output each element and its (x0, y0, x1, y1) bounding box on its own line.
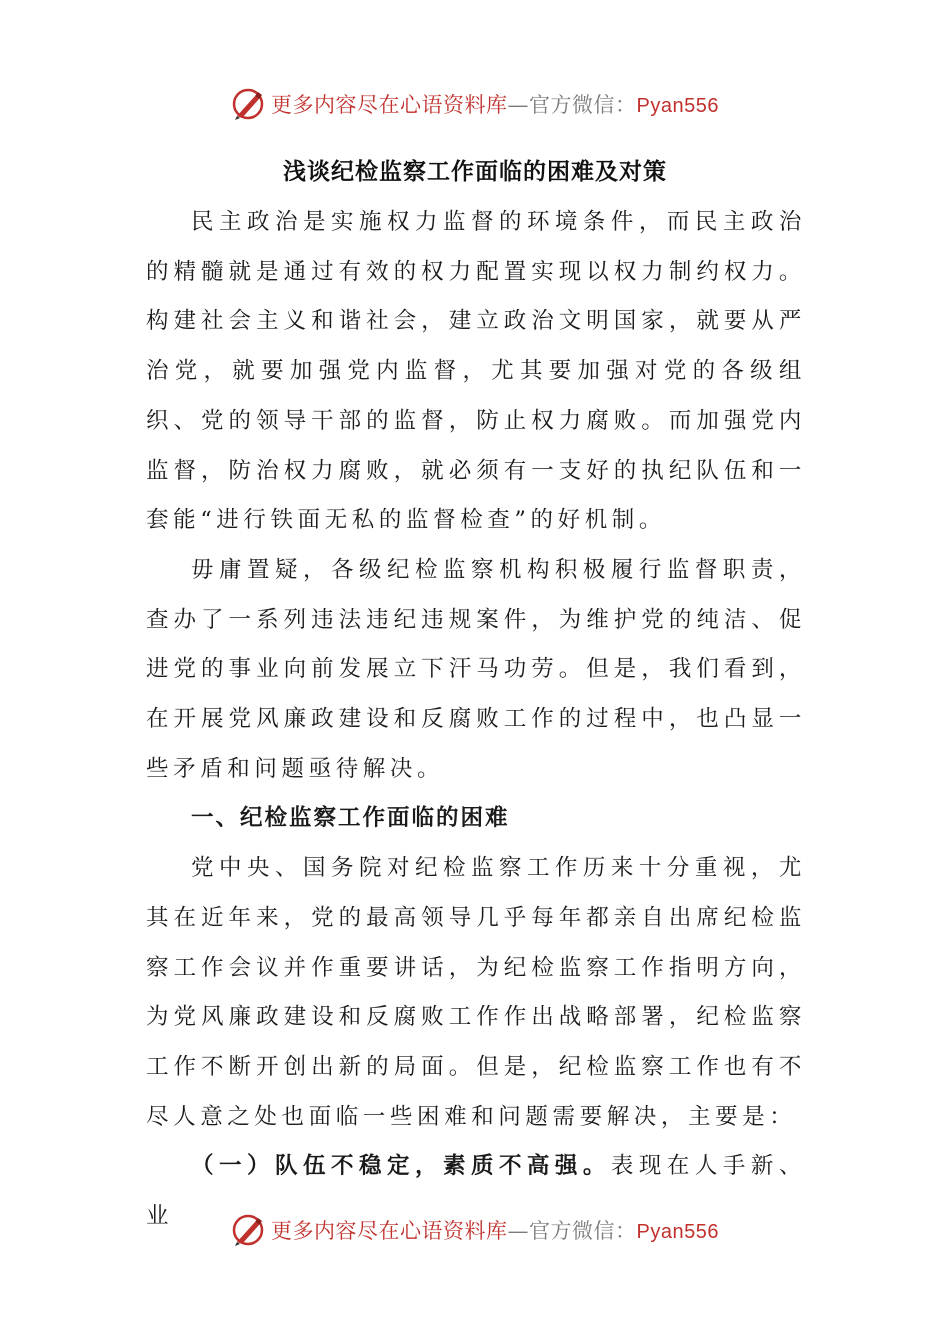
watermark-footer (0, 1210, 950, 1250)
watermark-dash: — (507, 1219, 530, 1243)
watermark-wechat-label: 官方微信： (529, 1219, 637, 1243)
subsection-text: 表现在人手新、业 (146, 1153, 806, 1230)
document-title: 浅谈纪检监察工作面临的困难及对策 (283, 158, 667, 185)
subsection-lead: （一）队伍不稳定，素质不高强。 (191, 1153, 611, 1180)
watermark-brand: 更多内容尽在心语资料库 (271, 1219, 508, 1243)
paragraph-intro: 民主政治是实施权力监督的环境条件，而民主政治的精髓就是通过有效的权力配置实现以权力制约权力。构建社会主义和谐社会，建立政治文明国家，就要从严治党，就要加强党内监督，尤其要加强对党的各级组织、党的领导干部的监督，防止权力腐败。而加强党内监督，防治权力腐败，就必须有一支好的执纪队伍和一套能“进行铁面无私的监督检查”的好机制。 (146, 209, 806, 534)
watermark-brand: 更多内容尽在心语资料库 (271, 93, 508, 117)
watermark-wechat-id: Pyan556 (636, 1221, 719, 1243)
watermark-dash: — (507, 93, 530, 117)
watermark-text (271, 1215, 719, 1245)
paragraph-background: 毋庸置疑，各级纪检监察机构积极履行监督职责，查办了一系列违法违纪违规案件，为维护党的纯洁、促进党的事业向前发展立下汗马功劳。但是，我们看到，在开展党风廉政建设和反腐败工作的过程中，也凸显一些矛盾和问题亟待解决。 (146, 556, 806, 782)
document-body (146, 198, 806, 1242)
paragraph-section1: 党中央、国务院对纪检监察工作历来十分重视，尤其在近年来，党的最高领导几乎每年都亲自出席纪检监察工作会议并作重要讲话，为纪检监察工作指明方向，为党风廉政建设和反腐败工作作出战略部署，纪检监察工作不断开创出新的局面。但是，纪检监察工作也有不尽人意之处也面临一些困难和问题需要解决，主要是： (146, 855, 806, 1130)
watermark-text (271, 89, 719, 119)
watermark-header (0, 84, 950, 124)
pen-logo-icon (231, 1213, 265, 1247)
watermark-wechat-label: 官方微信： (529, 93, 637, 117)
watermark-wechat-id: Pyan556 (636, 95, 719, 117)
pen-logo-icon (231, 87, 265, 121)
section-heading-difficulties: 一、纪检监察工作面临的困难 (191, 805, 510, 832)
